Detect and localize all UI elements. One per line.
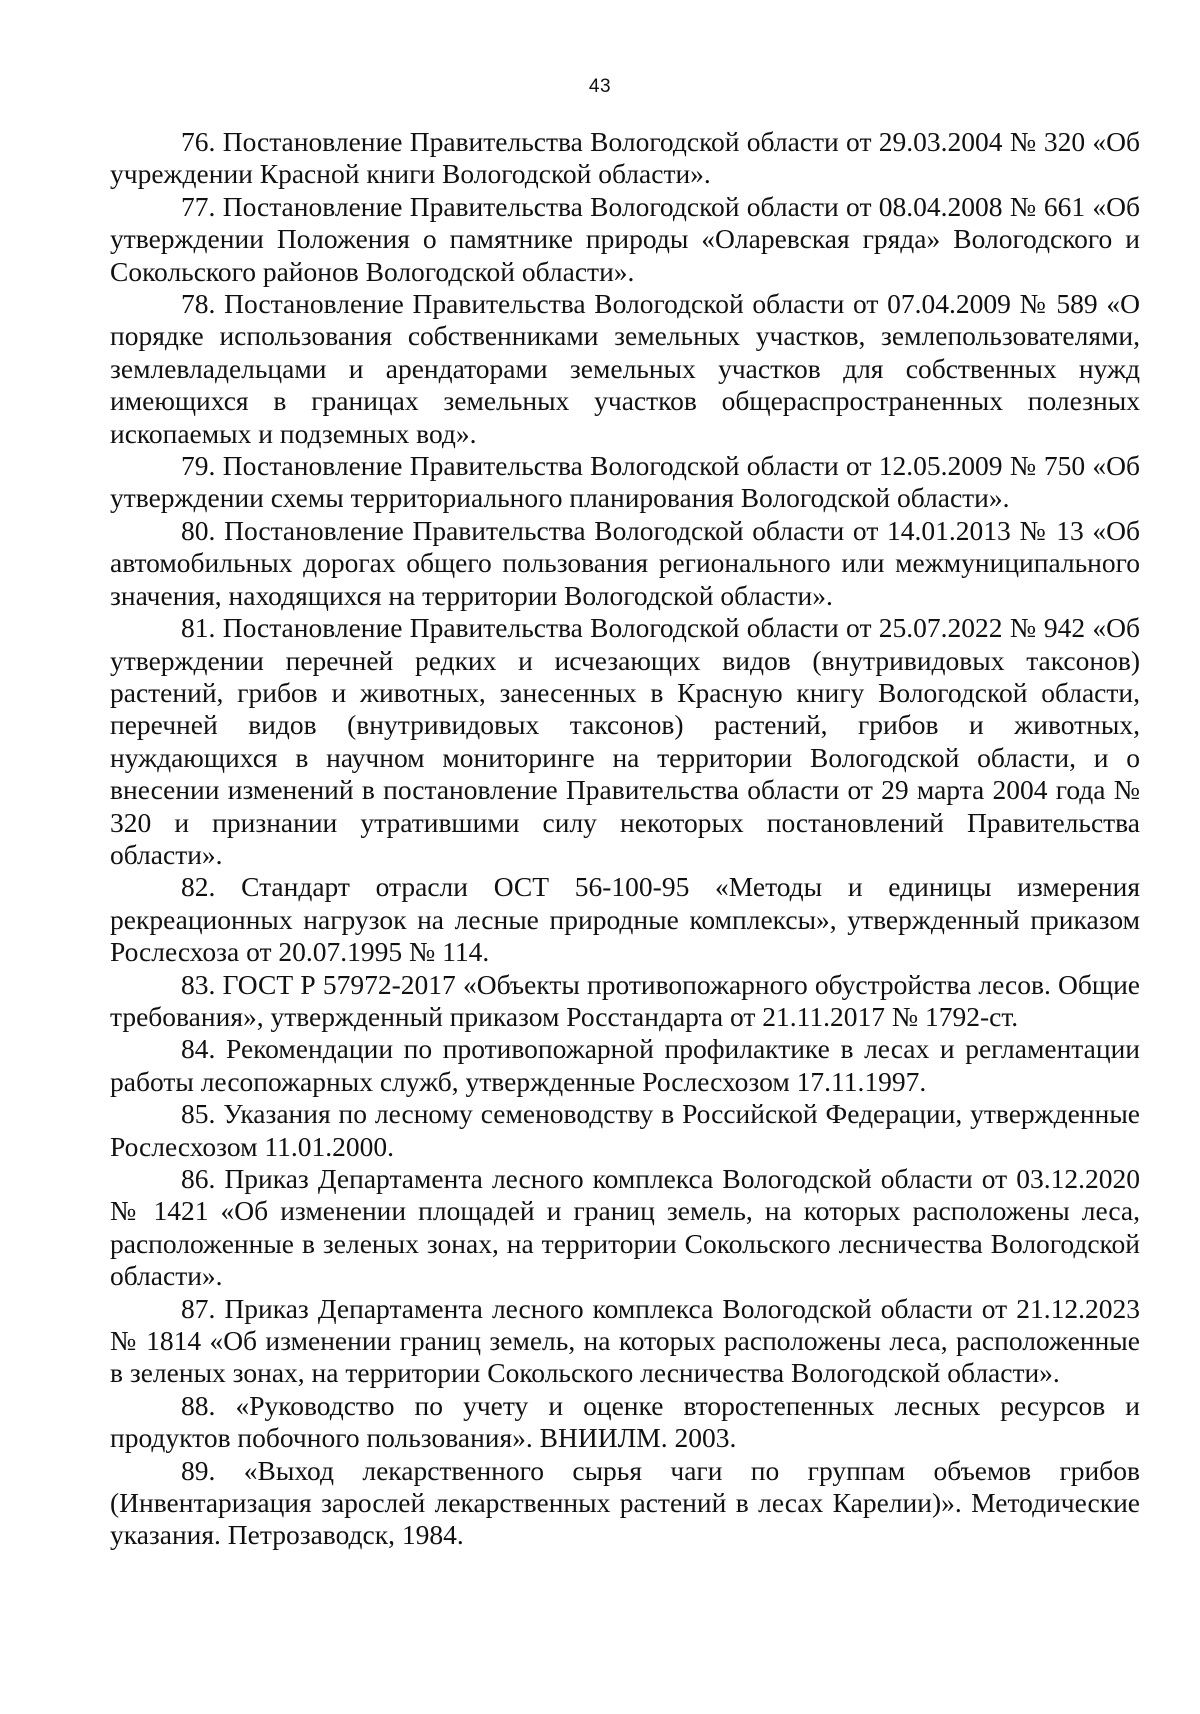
page-number: 43 [588, 76, 612, 97]
item-text: ГОСТ Р 57972-2017 «Объекты противопожарного обустройства лесов. Общие требования», утвержденный приказом Росстандарта от 21.11.2017 № 1792-ст. [110, 968, 1141, 1032]
item-text: Постановление Правительства Вологодской области от 12.05.2009 № 750 «Об утверждении схемы территориального планирования Вологодской области». [110, 450, 1141, 514]
item-text: Приказ Департамента лесного комплекса Вологодской области от 21.12.2023 № 1814 «Об изменении границ земель, на которых расположены леса, расположенные в зеленых зонах, на территории Сокольского лесничества Вологодской области». [110, 1292, 1140, 1389]
item-text: Постановление Правительства Вологодской области от 29.03.2004 № 320 «Об учреждении Красной книги Вологодской области». [110, 126, 1141, 190]
item-text: Постановление Правительства Вологодской области от 14.01.2013 № 13 «Об автомобильных дорогах общего пользования регионального или межмуниципального значения, находящихся на территории Вологодской области». [110, 514, 1141, 611]
item-number: 83. [181, 968, 216, 1000]
item-text: «Выход лекарственного сырья чаги по группам объемов грибов (Инвентаризация зарослей лекарственных растений в лесах Карелии)». Методические указания. Петрозаводск, 1984. [110, 1454, 1140, 1551]
list-item [110, 126, 1140, 191]
item-number: 88. [181, 1389, 216, 1421]
list-item [110, 1033, 1140, 1098]
item-text: Постановление Правительства Вологодской области от 07.04.2009 № 589 «О порядке использования собственниками земельных участков, землепользователями, землевладельцами и арендаторами земельных участков для собственных нужд имеющихся в границах земельных участков общераспространенных полезных ископаемых и подземных вод». [110, 288, 1140, 449]
item-number: 79. [181, 450, 216, 482]
list-item [110, 191, 1140, 288]
item-number: 89. [181, 1454, 216, 1486]
item-number: 86. [181, 1163, 216, 1194]
item-text: Рекомендации по противопожарной профилактике в лесах и регламентации работы лесопожарных служб, утвержденные Рослесхозом 17.11.1997. [110, 1033, 1141, 1097]
item-text: Постановление Правительства Вологодской области от 08.04.2008 № 661 «Об утверждении Положения о памятнике природы «Оларевская гряда» Вологодского и Сокольского районов Вологодской области». [110, 190, 1141, 287]
item-number: 76. [181, 126, 216, 157]
list-item [110, 1098, 1140, 1163]
item-number: 87. [181, 1292, 216, 1324]
list-item [110, 1163, 1140, 1293]
item-text: «Руководство по учету и оценке второстепенных лесных ресурсов и продуктов побочного пользования». ВНИИЛМ. 2003. [110, 1389, 1140, 1454]
item-number: 81. [181, 612, 216, 644]
list-item [110, 612, 1140, 871]
list-item [110, 1455, 1140, 1552]
item-text: Постановление Правительства Вологодской области от 25.07.2022 № 942 «Об утверждении перечней редких и исчезающих видов (внутривидовых таксонов) растений, грибов и животных, занесенных в Красную книгу Вологодской области, перечней видов (внутривидовых таксонов) растений, грибов и животных, нуждающихся в научном мониторинге на территории Вологодской области, и о внесении изменений в постановление Правительства области от 29 марта 2004 года № 320 и признании утратившими силу некоторых постановлений Правительства области». [110, 612, 1141, 870]
list-item [110, 288, 1140, 450]
item-number: 82. [181, 871, 216, 903]
item-number: 78. [181, 288, 216, 320]
item-number: 84. [181, 1033, 216, 1065]
item-number: 77. [181, 190, 216, 222]
item-text: Указания по лесному семеноводству в Российской Федерации, утвержденные Рослесхозом 11.01.2000. [110, 1098, 1140, 1162]
list-item [110, 450, 1140, 515]
reference-list [110, 126, 1140, 1552]
list-item [110, 515, 1140, 612]
item-text: Стандарт отрасли ОСТ 56-100-95 «Методы и единицы измерения рекреационных нагрузок на лесные природные комплексы», утвержденный приказом Рослесхоза от 20.07.1995 № 114. [110, 871, 1141, 968]
item-text: Приказ Департамента лесного комплекса Вологодской области от 03.12.2020 № 1421 «Об изменении площадей и границ земель, на которых расположены леса, расположенные в зеленых зонах, на территории Сокольского лесничества Вологодской области». [110, 1163, 1140, 1292]
item-number: 80. [181, 514, 216, 546]
item-number: 85. [181, 1098, 216, 1130]
list-item [110, 1390, 1140, 1455]
list-item [110, 1293, 1140, 1390]
list-item [110, 871, 1140, 968]
list-item [110, 969, 1140, 1034]
